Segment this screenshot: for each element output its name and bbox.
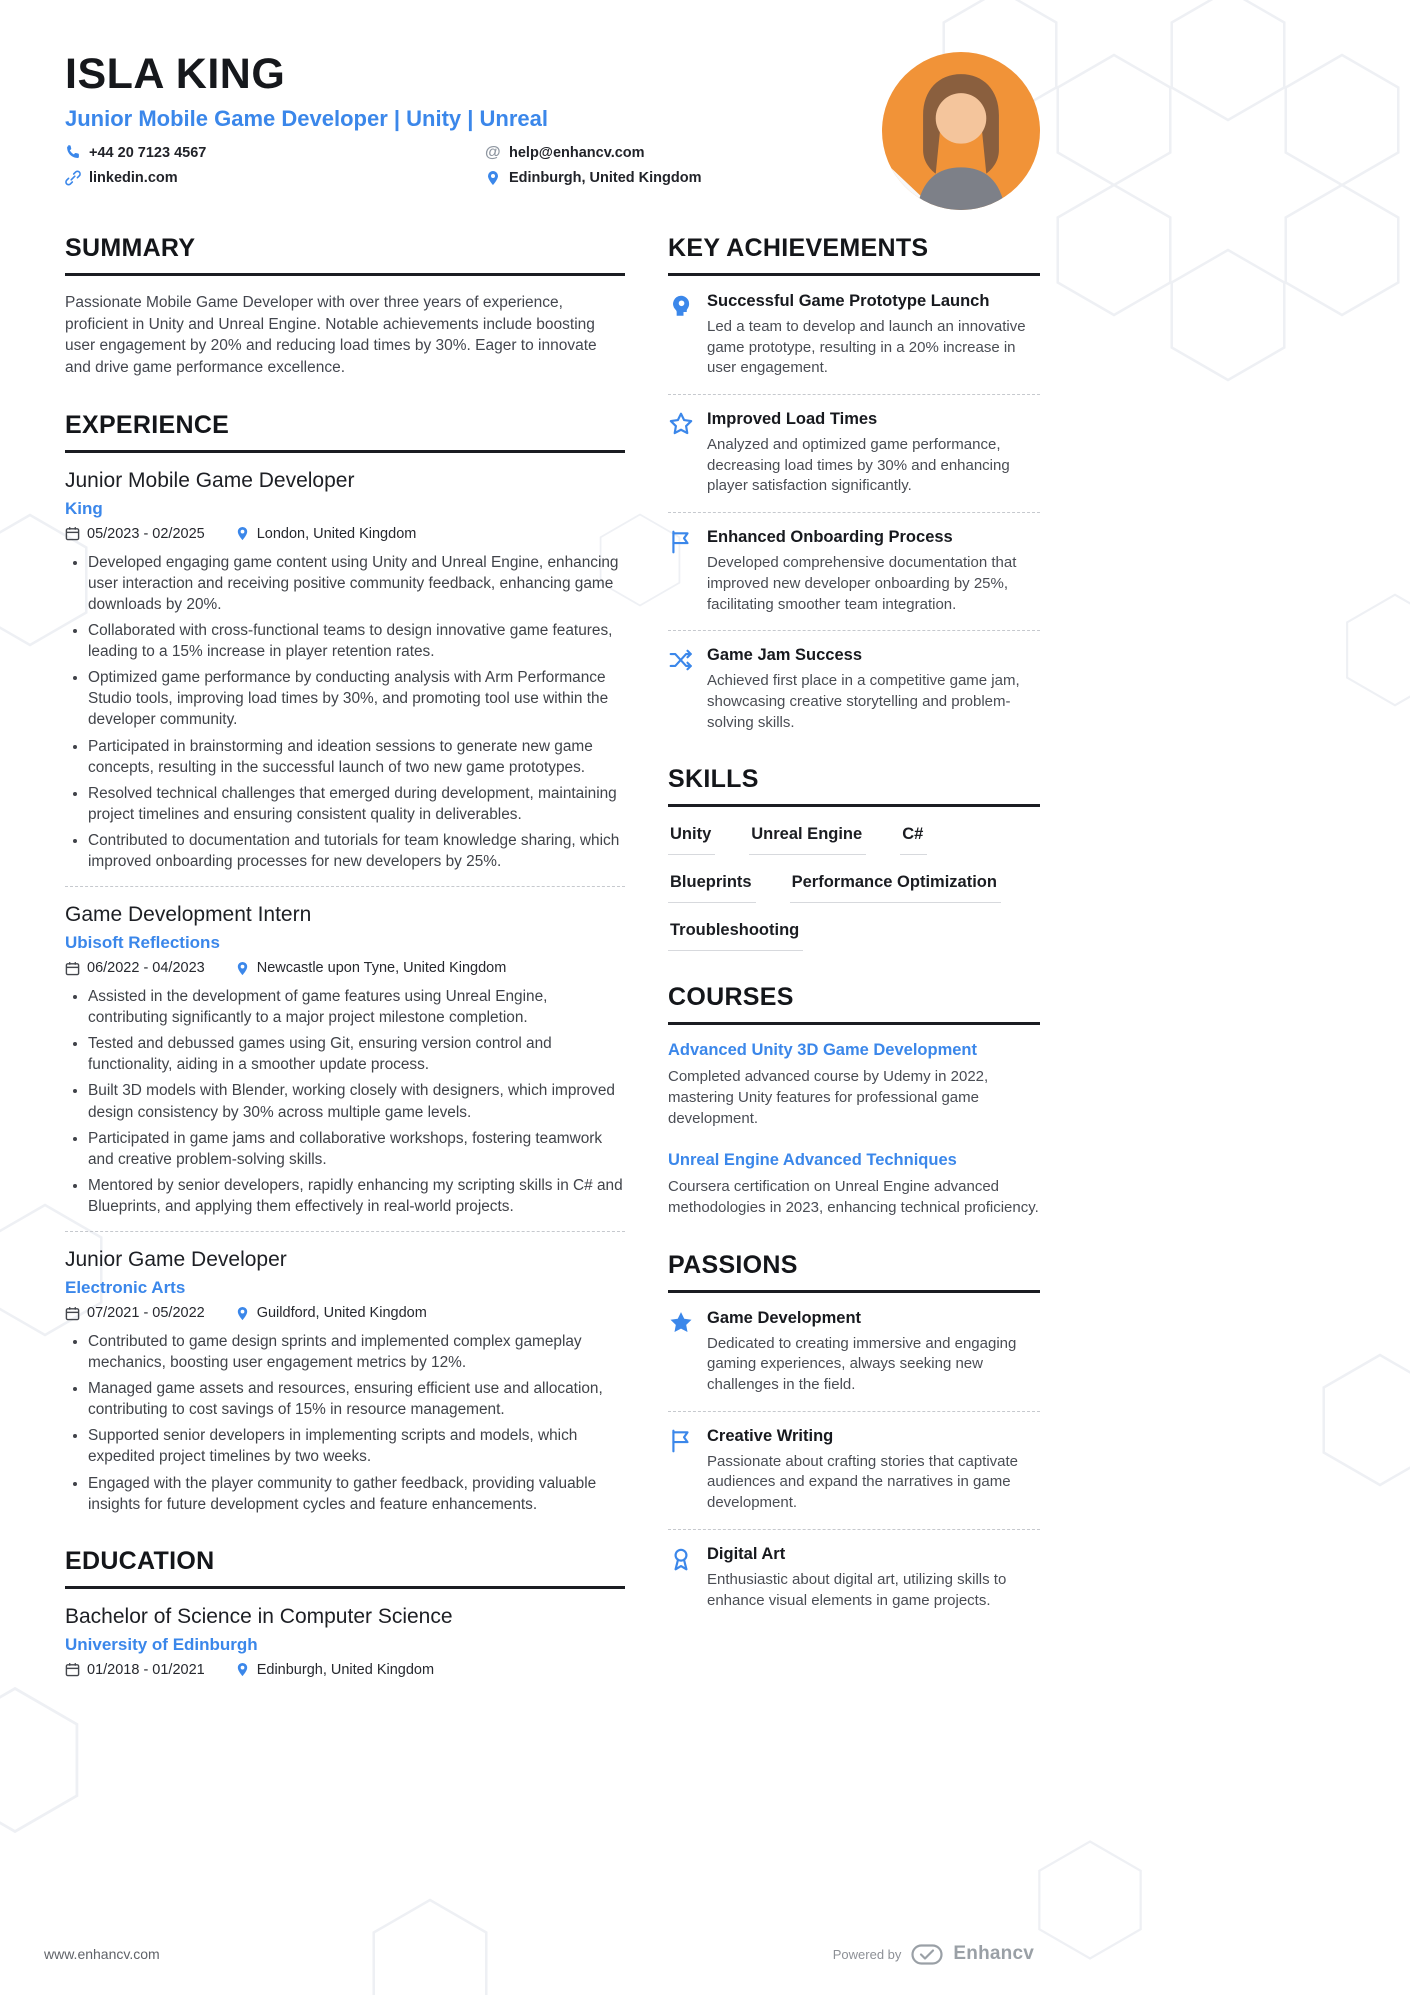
achievement-item — [668, 292, 1040, 379]
education-meta — [65, 1662, 625, 1678]
job-dates — [65, 526, 205, 542]
dashed-divider — [668, 512, 1040, 513]
profile-photo — [882, 52, 1040, 210]
course-title: Unreal Engine Advanced Techniques — [668, 1151, 957, 1170]
enhancv-brand: Enhancv — [953, 1943, 1034, 1964]
skill-tag: Unreal Engine — [749, 825, 866, 855]
email-contact[interactable] — [485, 145, 702, 161]
experience-bullet: • Developed engaging game content using Unity and Unreal Engine, enhancing user interaction and receiving positive community feedback, enhancing game downloads by 20%. — [88, 552, 625, 615]
experience-bullet: • Participated in game jams and collaborative workshops, fostering teamwork and creative problem-solving skills. — [88, 1128, 625, 1170]
passion-title: Game Development — [707, 1308, 862, 1327]
course-description: Completed advanced course by Udemy in 2022, mastering Unity features for professional game development. — [668, 1068, 989, 1127]
header — [65, 52, 1040, 210]
achievement-description: Analyzed and optimized game performance, decreasing load times by 30% and enhancing player satisfaction significantly. — [707, 436, 1010, 495]
candidate-name: ISLA KING — [65, 50, 286, 98]
phone-contact — [65, 145, 485, 161]
contact-info — [65, 145, 702, 186]
experience-bullet: • Managed game assets and resources, ensuring efficient use and allocation, contributing to cost savings of 15% in resource management. — [88, 1378, 625, 1420]
page-footer — [44, 1943, 1034, 1965]
experience-section — [65, 411, 625, 1515]
linkedin-url[interactable]: linkedin.com — [89, 170, 178, 187]
job-meta — [65, 960, 625, 976]
job-location — [235, 1305, 427, 1321]
experience-bullet: • Supported senior developers in implementing scripts and models, which expedited project timelines by two weeks. — [88, 1425, 625, 1467]
flag-icon — [668, 1428, 694, 1454]
passion-item — [668, 1427, 1040, 1514]
experience-bullet: • Contributed to game design sprints and implemented complex gameplay mechanics, boosting user engagement metrics by 12%. — [88, 1331, 625, 1373]
phone-number: +44 20 7123 4567 — [89, 145, 207, 162]
candidate-headline: Junior Mobile Game Developer | Unity | Unreal — [65, 106, 548, 132]
skill-tag: Performance Optimization — [790, 873, 1001, 903]
calendar-icon — [65, 961, 80, 976]
location-text: Edinburgh, United Kingdom — [256, 1661, 435, 1678]
passion-title: Creative Writing — [707, 1426, 834, 1445]
degree: Bachelor of Science in Computer Science — [65, 1604, 453, 1628]
skills-section — [668, 765, 1040, 951]
job-role: Junior Game Developer — [65, 1248, 287, 1271]
experience-bullet: • Engaged with the player community to gather feedback, providing valuable insights for future development cycles and feature enhancements. — [88, 1473, 625, 1515]
location-contact — [485, 170, 702, 186]
main-column — [65, 234, 625, 1710]
job-meta — [65, 526, 625, 542]
location-text: Newcastle upon Tyne, United Kingdom — [256, 960, 507, 977]
dashed-divider — [668, 394, 1040, 395]
dashed-divider — [65, 886, 625, 887]
achievement-item — [668, 410, 1040, 497]
summary-heading: SUMMARY — [65, 234, 625, 276]
passion-item — [668, 1545, 1040, 1611]
location-pin-icon — [235, 1662, 250, 1677]
course-description: Coursera certification on Unreal Engine advanced methodologies in 2023, enhancing technical proficiency. — [668, 1178, 1039, 1216]
dates-text: 07/2021 - 05/2022 — [87, 1305, 205, 1321]
achievement-description: Led a team to develop and launch an innovative game prototype, resulting in a 20% increase in user engagement. — [707, 318, 1026, 377]
skill-tag: Blueprints — [668, 873, 756, 903]
achievement-description: Developed comprehensive documentation that improved new developer onboarding by 25%, facilitating smoother team integration. — [707, 554, 1017, 613]
dates-text: 05/2023 - 02/2025 — [87, 525, 205, 542]
experience-bullet: • Optimized game performance by conducting analysis with Arm Performance Studio tools, improving load times by 30%, and promoting tool use within the developer community. — [88, 667, 625, 730]
job-bullets — [65, 552, 625, 872]
skill-tag: Unity — [668, 825, 715, 855]
achievements-heading: KEY ACHIEVEMENTS — [668, 234, 1040, 276]
job-company: King — [65, 498, 103, 518]
achievement-title: Game Jam Success — [707, 646, 863, 665]
location-pin-icon — [235, 961, 250, 976]
experience-bullet: • Contributed to documentation and tutorials for team knowledge sharing, which improved onboarding processes for new developers by 25%. — [88, 830, 625, 872]
achievement-title: Successful Game Prototype Launch — [707, 292, 990, 310]
email-address[interactable]: help@enhancv.com — [509, 145, 645, 162]
experience-bullet: • Collaborated with cross-functional teams to design innovative game features, leading to a 15% increase in player retention rates. — [88, 620, 625, 662]
calendar-icon — [65, 1306, 80, 1321]
flag-icon — [668, 529, 694, 555]
passions-section — [668, 1251, 1040, 1612]
passion-description: Passionate about crafting stories that captivate audiences and expand the narratives in game development. — [707, 1452, 1019, 1512]
job-company: Electronic Arts — [65, 1278, 186, 1297]
linkedin-contact[interactable] — [65, 170, 485, 186]
courses-heading: COURSES — [668, 983, 1040, 1025]
experience-bullet: • Tested and debussed games using Git, ensuring version control and functionality, aiding in a smoother update process. — [88, 1033, 625, 1075]
job-meta — [65, 1305, 625, 1321]
experience-bullet: • Participated in brainstorming and ideation sessions to generate new game concepts, resulting in the successful launch of two new game prototypes. — [88, 736, 625, 778]
experience-bullet: • Mentored by senior developers, rapidly enhancing my scripting skills in C# and Blueprints, and applying them effectively in real-world projects. — [88, 1175, 625, 1217]
link-icon — [65, 170, 81, 186]
split-arrows-icon — [668, 647, 694, 673]
passion-description: Dedicated to creating immersive and engaging gaming experiences, always seeking new challenges in the field. — [707, 1334, 1017, 1394]
job-bullets — [65, 986, 625, 1217]
star-icon — [668, 411, 694, 437]
experience-entry — [65, 903, 625, 1217]
job-location — [235, 960, 507, 976]
powered-by-label: Powered by — [832, 1946, 902, 1962]
course-item — [668, 1151, 1040, 1218]
passion-title: Digital Art — [707, 1544, 786, 1563]
calendar-icon — [65, 526, 80, 541]
job-role: Junior Mobile Game Developer — [65, 468, 355, 492]
medal-icon — [668, 1546, 694, 1572]
powered-by — [833, 1943, 1034, 1965]
education-section — [65, 1547, 625, 1678]
dashed-divider — [668, 1529, 1040, 1530]
course-title: Advanced Unity 3D Game Development — [668, 1041, 978, 1060]
job-location — [235, 526, 417, 542]
achievements-section — [668, 234, 1040, 733]
experience-entry — [65, 469, 625, 872]
location-text: London, United Kingdom — [256, 525, 417, 542]
job-dates — [65, 960, 205, 976]
dashed-divider — [65, 1231, 625, 1232]
experience-heading: EXPERIENCE — [65, 411, 625, 453]
dates-text: 06/2022 - 04/2023 — [87, 960, 205, 977]
achievement-title: Enhanced Onboarding Process — [707, 528, 953, 547]
email-at-icon: @ — [485, 144, 501, 162]
skill-tag: C# — [900, 825, 927, 855]
skills-list — [668, 823, 1040, 951]
dashed-divider — [668, 630, 1040, 631]
courses-section — [668, 983, 1040, 1218]
school: University of Edinburgh — [65, 1634, 258, 1654]
job-role: Game Development Intern — [65, 903, 312, 927]
achievement-title: Improved Load Times — [707, 410, 878, 429]
innovation-head-icon — [668, 293, 694, 319]
experience-entry — [65, 1248, 625, 1515]
side-column — [668, 234, 1040, 1710]
education-location — [235, 1662, 434, 1678]
enhancv-logo-icon — [911, 1944, 943, 1965]
experience-bullet: • Resolved technical challenges that emerged during development, maintaining project timelines and ensuring consistent quality in deliverables. — [88, 783, 625, 825]
job-bullets — [65, 1331, 625, 1515]
skills-heading: SKILLS — [668, 765, 1040, 807]
summary-section — [65, 234, 625, 379]
achievement-item — [668, 646, 1040, 733]
education-heading: EDUCATION — [65, 1547, 625, 1589]
skill-tag: Troubleshooting — [668, 921, 803, 951]
phone-icon — [65, 145, 81, 161]
passions-heading: PASSIONS — [668, 1251, 1040, 1293]
passion-item — [668, 1309, 1040, 1396]
summary-text: Passionate Mobile Game Developer with over three years of experience, proficient in Unity and Unreal Engine. Notable achievements include boosting user engagement by 20% and reducing load times by 30%. Eager to innovate and drive game performance excellence. — [65, 294, 597, 377]
course-item — [668, 1041, 1040, 1129]
education-dates — [65, 1662, 205, 1678]
achievement-item — [668, 528, 1040, 615]
passion-description: Enthusiastic about digital art, utilizing skills to enhance visual elements in game projects. — [707, 1570, 1007, 1609]
star-icon — [668, 1310, 694, 1336]
job-company: Ubisoft Reflections — [65, 933, 220, 953]
dashed-divider — [668, 1411, 1040, 1412]
location-text: Guildford, United Kingdom — [256, 1305, 427, 1321]
experience-bullet: • Assisted in the development of game features using Unreal Engine, contributing significantly to a major project milestone completion. — [88, 986, 625, 1028]
dates-text: 01/2018 - 01/2021 — [87, 1661, 205, 1678]
location-text: Edinburgh, United Kingdom — [509, 170, 702, 187]
calendar-icon — [65, 1662, 80, 1677]
footer-website-link[interactable]: www.enhancv.com — [44, 1946, 160, 1962]
location-pin-icon — [235, 526, 250, 541]
location-pin-icon — [235, 1306, 250, 1321]
location-pin-icon — [485, 170, 501, 186]
experience-bullet: • Built 3D models with Blender, working closely with designers, which improved design consistency by 30% across multiple game levels. — [88, 1080, 625, 1122]
achievement-description: Achieved first place in a competitive game jam, showcasing creative storytelling and problem-solving skills. — [707, 672, 1020, 731]
job-dates — [65, 1305, 205, 1321]
